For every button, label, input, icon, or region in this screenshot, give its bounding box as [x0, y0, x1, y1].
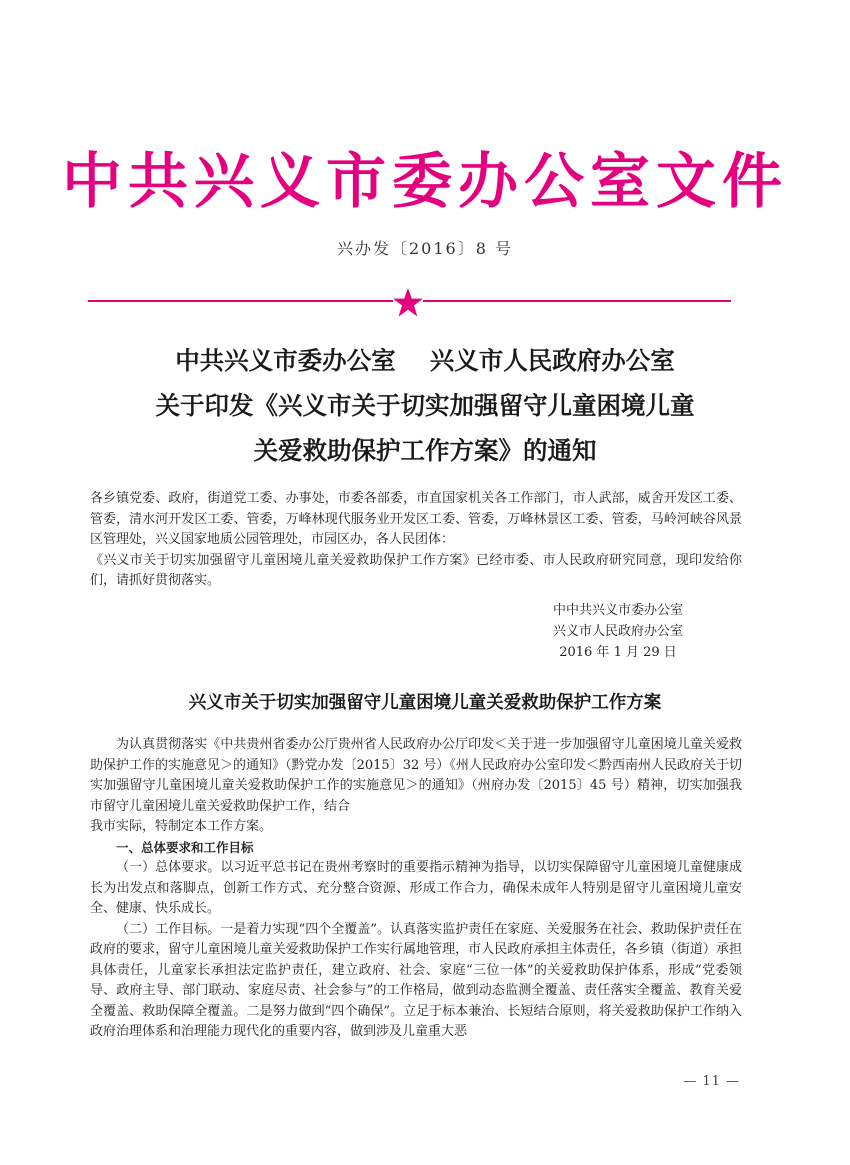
- plan-body: [90, 735, 742, 1043]
- signature-date: 2016 年 1 月 29 日: [559, 645, 677, 660]
- signature-block: [538, 600, 698, 663]
- red-rule-left: [88, 300, 393, 302]
- notice-body: [90, 489, 742, 592]
- notice-title-line-1: 中共兴义市委办公室 兴义市人民政府办公室: [175, 346, 675, 375]
- paragraph-overall-requirements: [90, 858, 742, 920]
- notice-title-line-3: 关爱救助保护工作方案》的通知: [253, 436, 597, 465]
- sub-text-2: 一是着力实现“四个全覆盖”。认真落实监护责任在家庭、关爱服务在社会、救助保护责任在政府的要求，留守儿童困境儿童关爱救助保护工作实行属地管理，市人民政府承担主体责任，各乡镇（街道）承担具体责任，儿童家长承担法定监护责任，建立政府、社会、家庭“三位一体”的关爱救助保护体系，形成“党委领导、政府主导、部门联动、家庭尽责、社会参与”的工作格局，做到动态监测全覆盖、责任落实全覆盖、教育关爱全覆盖、救助保障全覆盖。二是努力做到“四个确保”。立足于标本兼治、长短结合原则，将关爱救助保护工作纳入政府治理体系和治理能力现代化的重要内容，做到涉及儿童重大恶: [90, 921, 742, 1039]
- sub-heading-1: （一）总体要求。: [116, 860, 221, 875]
- notice-title-line-2: 关于印发《兴义市关于切实加强留守儿童困境儿童: [155, 391, 695, 420]
- notice-recipients: 各乡镇党委、政府，街道党工委、办事处，市委各部委，市直国家机关各工作部门，市人武部，威舍开发区工委、管委，清水河开发区工委、管委，万峰林现代服务业开发区工委、管委，万峰林景区工委、管委，马岭河峡谷风景区管理处，兴义国家地质公园管理处，市园区办，各人民团体：: [90, 491, 742, 547]
- red-rule-right: [423, 300, 731, 302]
- section-heading-1: 一、总体要求和工作目标: [116, 839, 254, 855]
- masthead-title: 中共兴义市委办公室文件: [62, 147, 788, 217]
- plan-intro-end: 我市实际，特制定本工作方案。: [90, 819, 273, 834]
- notice-body-text: 《兴义市关于切实加强留守儿童困境儿童关爱救助保护工作方案》已经市委、市人民政府研究同意，现印发给你们，请抓好贯彻落实。: [90, 552, 742, 588]
- plan-intro: 为认真贯彻落实《中共贵州省委办公厅贵州省人民政府办公厅印发＜关于进一步加强留守儿童困境儿童关爱救助保护工作的实施意见＞的通知》（黔党办发〔2015〕32 号）《州人民政府办公室印发＜黔西南州人民政府关于切实加强留守儿童困境儿童关爱救助保护工作的实施意见＞的通知》（州府办发〔2015〕45 号）精神，切实加强我市留守儿童困境儿童关爱救助保护工作，结合: [90, 737, 742, 814]
- paragraph-work-goals: [90, 920, 742, 1043]
- signature-org-2: 兴义市人民政府办公室: [552, 624, 683, 639]
- star-icon: [392, 287, 424, 319]
- sub-heading-2: （二）工作目标。: [116, 921, 221, 937]
- notice-title: [60, 338, 790, 473]
- signature-org-1: 中中共兴义市委办公室: [552, 603, 683, 618]
- document-number: 兴办发〔2016〕8 号: [337, 239, 513, 258]
- plan-title: 兴义市关于切实加强留守儿童困境儿童关爱救助保护工作方案: [188, 693, 662, 713]
- sub-text-1: 以习近平总书记在贵州考察时的重要指示精神为指导，以切实保障留守儿童困境儿童健康成长为出发点和落脚点，创新工作方式、充分整合资源、形成工作合力，确保未成年人特别是留守儿童困境儿童安全、健康、快乐成长。: [90, 860, 742, 916]
- page-number: — 11 —: [683, 1074, 740, 1089]
